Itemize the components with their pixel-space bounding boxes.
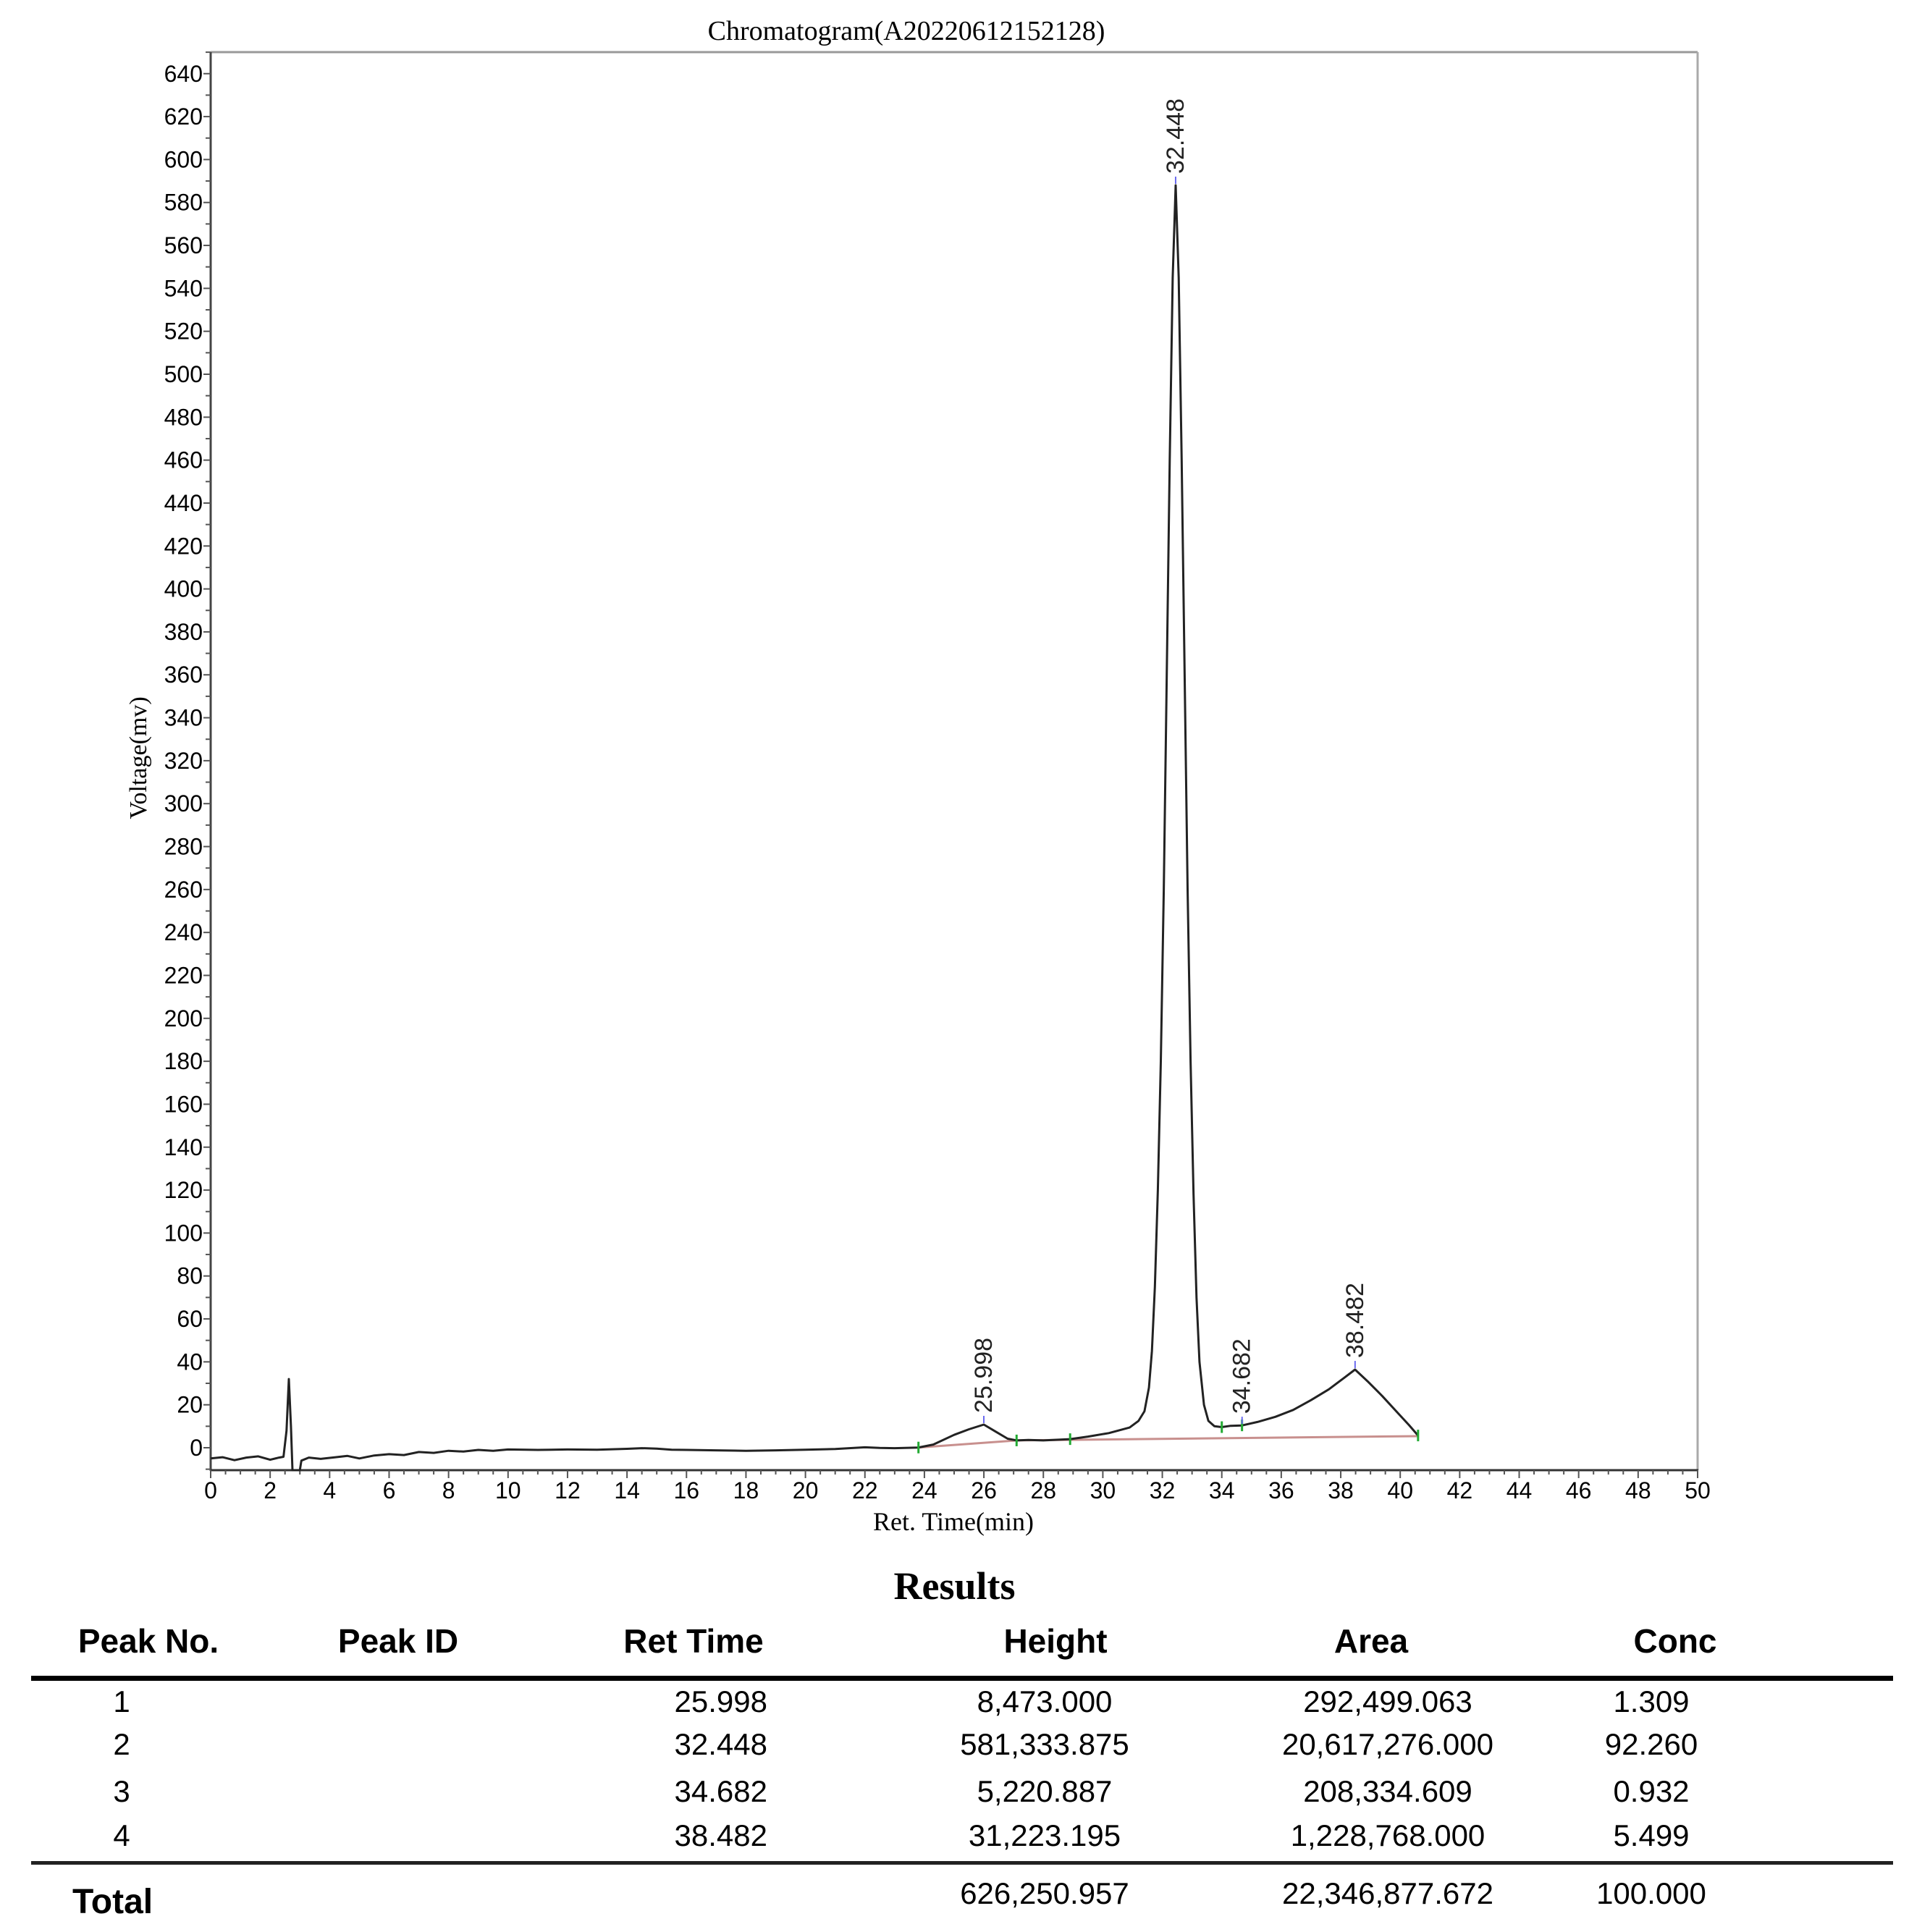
x-tick-label: 12 xyxy=(555,1477,581,1503)
x-tick-label: 24 xyxy=(911,1477,937,1503)
cell-area: 292,499.063 xyxy=(1303,1684,1472,1718)
cell-ret-time: 38.482 xyxy=(674,1818,767,1852)
x-tick-label: 46 xyxy=(1565,1477,1592,1503)
cell-peak-no: 1 xyxy=(113,1684,130,1718)
cell-peak-no: 2 xyxy=(113,1727,130,1761)
cell-peak-no: 3 xyxy=(113,1774,130,1808)
y-tick-label: 0 xyxy=(190,1435,203,1461)
y-tick-label: 20 xyxy=(177,1391,203,1418)
y-tick-label: 560 xyxy=(164,232,203,259)
y-tick-label: 120 xyxy=(164,1177,203,1204)
x-tick-label: 16 xyxy=(673,1477,700,1503)
y-tick-label: 600 xyxy=(164,146,203,173)
cell-peak-no: 4 xyxy=(113,1818,130,1852)
y-tick-label: 160 xyxy=(164,1091,203,1118)
x-tick-label: 0 xyxy=(204,1477,217,1503)
y-tick-label: 180 xyxy=(164,1048,203,1075)
total-conc: 100.000 xyxy=(1596,1876,1706,1910)
x-tick-label: 22 xyxy=(851,1477,878,1503)
y-tick-label: 240 xyxy=(164,919,203,946)
x-tick-label: 26 xyxy=(971,1477,997,1503)
y-tick-label: 640 xyxy=(164,60,203,87)
y-tick-label: 200 xyxy=(164,1005,203,1032)
x-tick-label: 44 xyxy=(1506,1477,1533,1503)
y-tick-label: 220 xyxy=(164,962,203,989)
cell-ret-time: 25.998 xyxy=(674,1684,767,1718)
cell-ret-time: 32.448 xyxy=(674,1727,767,1761)
x-tick-label: 28 xyxy=(1030,1477,1057,1503)
y-tick-label: 520 xyxy=(164,318,203,345)
cell-height: 31,223.195 xyxy=(968,1818,1121,1852)
y-tick-label: 360 xyxy=(164,662,203,688)
header-conc: Conc xyxy=(1633,1622,1717,1660)
header-peak-no: Peak No. xyxy=(77,1622,219,1660)
results-title: Results xyxy=(893,1564,1016,1608)
peak-label: 32.448 xyxy=(1161,98,1189,174)
x-tick-label: 18 xyxy=(733,1477,759,1503)
x-tick-label: 36 xyxy=(1268,1477,1294,1503)
y-tick-label: 380 xyxy=(164,618,203,645)
cell-conc: 92.260 xyxy=(1604,1727,1698,1761)
total-area: 22,346,877.672 xyxy=(1282,1876,1493,1910)
y-tick-label: 620 xyxy=(164,104,203,130)
header-ret-time: Ret Time xyxy=(623,1622,764,1660)
y-tick-label: 500 xyxy=(164,361,203,387)
peak-label: 34.682 xyxy=(1228,1338,1256,1414)
y-tick-label: 100 xyxy=(164,1220,203,1246)
y-tick-label: 540 xyxy=(164,275,203,302)
cell-area: 20,617,276.000 xyxy=(1282,1727,1493,1761)
y-tick-label: 320 xyxy=(164,747,203,774)
cell-height: 581,333.875 xyxy=(960,1727,1129,1761)
y-tick-label: 280 xyxy=(164,833,203,860)
y-tick-label: 40 xyxy=(177,1349,203,1375)
chart-title: Chromatogram(A20220612152128) xyxy=(707,16,1105,46)
y-tick-label: 440 xyxy=(164,489,203,516)
x-tick-label: 2 xyxy=(264,1477,277,1503)
cell-area: 1,228,768.000 xyxy=(1290,1818,1486,1852)
y-tick-label: 580 xyxy=(164,189,203,216)
x-tick-label: 32 xyxy=(1149,1477,1176,1503)
y-tick-label: 480 xyxy=(164,404,203,431)
y-tick-label: 420 xyxy=(164,533,203,560)
x-tick-label: 42 xyxy=(1446,1477,1473,1503)
total-height: 626,250.957 xyxy=(960,1876,1129,1910)
total-label: Total xyxy=(72,1883,153,1921)
header-rule xyxy=(31,1676,1893,1681)
cell-conc: 0.932 xyxy=(1613,1774,1690,1808)
x-tick-label: 34 xyxy=(1208,1477,1235,1503)
cell-area: 208,334.609 xyxy=(1303,1774,1472,1808)
x-tick-label: 50 xyxy=(1685,1477,1711,1503)
cell-conc: 5.499 xyxy=(1613,1818,1690,1852)
x-tick-label: 10 xyxy=(495,1477,521,1503)
x-tick-label: 38 xyxy=(1328,1477,1354,1503)
x-tick-label: 6 xyxy=(382,1477,396,1503)
y-tick-label: 140 xyxy=(164,1134,203,1160)
y-tick-label: 80 xyxy=(177,1262,203,1289)
footer-rule xyxy=(31,1861,1893,1865)
x-axis-label: Ret. Time(min) xyxy=(872,1507,1034,1536)
x-tick-label: 20 xyxy=(792,1477,819,1503)
y-tick-label: 260 xyxy=(164,876,203,903)
cell-height: 8,473.000 xyxy=(977,1684,1113,1718)
x-tick-label: 48 xyxy=(1625,1477,1651,1503)
header-area: Area xyxy=(1333,1622,1409,1660)
x-tick-label: 4 xyxy=(323,1477,337,1503)
cell-height: 5,220.887 xyxy=(977,1774,1113,1808)
y-tick-label: 60 xyxy=(177,1306,203,1333)
y-tick-label: 340 xyxy=(164,704,203,731)
peak-label: 25.998 xyxy=(969,1337,998,1413)
cell-ret-time: 34.682 xyxy=(674,1774,767,1808)
cell-conc: 1.309 xyxy=(1613,1684,1690,1718)
y-tick-label: 460 xyxy=(164,447,203,473)
header-peak-id: Peak ID xyxy=(337,1622,459,1660)
x-tick-label: 14 xyxy=(614,1477,640,1503)
peak-label: 38.482 xyxy=(1341,1283,1369,1359)
y-axis-label: Voltage(mv) xyxy=(125,696,152,819)
y-tick-label: 400 xyxy=(164,575,203,602)
x-tick-label: 8 xyxy=(442,1477,455,1503)
x-tick-label: 30 xyxy=(1090,1477,1116,1503)
y-tick-label: 300 xyxy=(164,790,203,817)
header-height: Height xyxy=(1003,1622,1108,1660)
x-tick-label: 40 xyxy=(1387,1477,1413,1503)
